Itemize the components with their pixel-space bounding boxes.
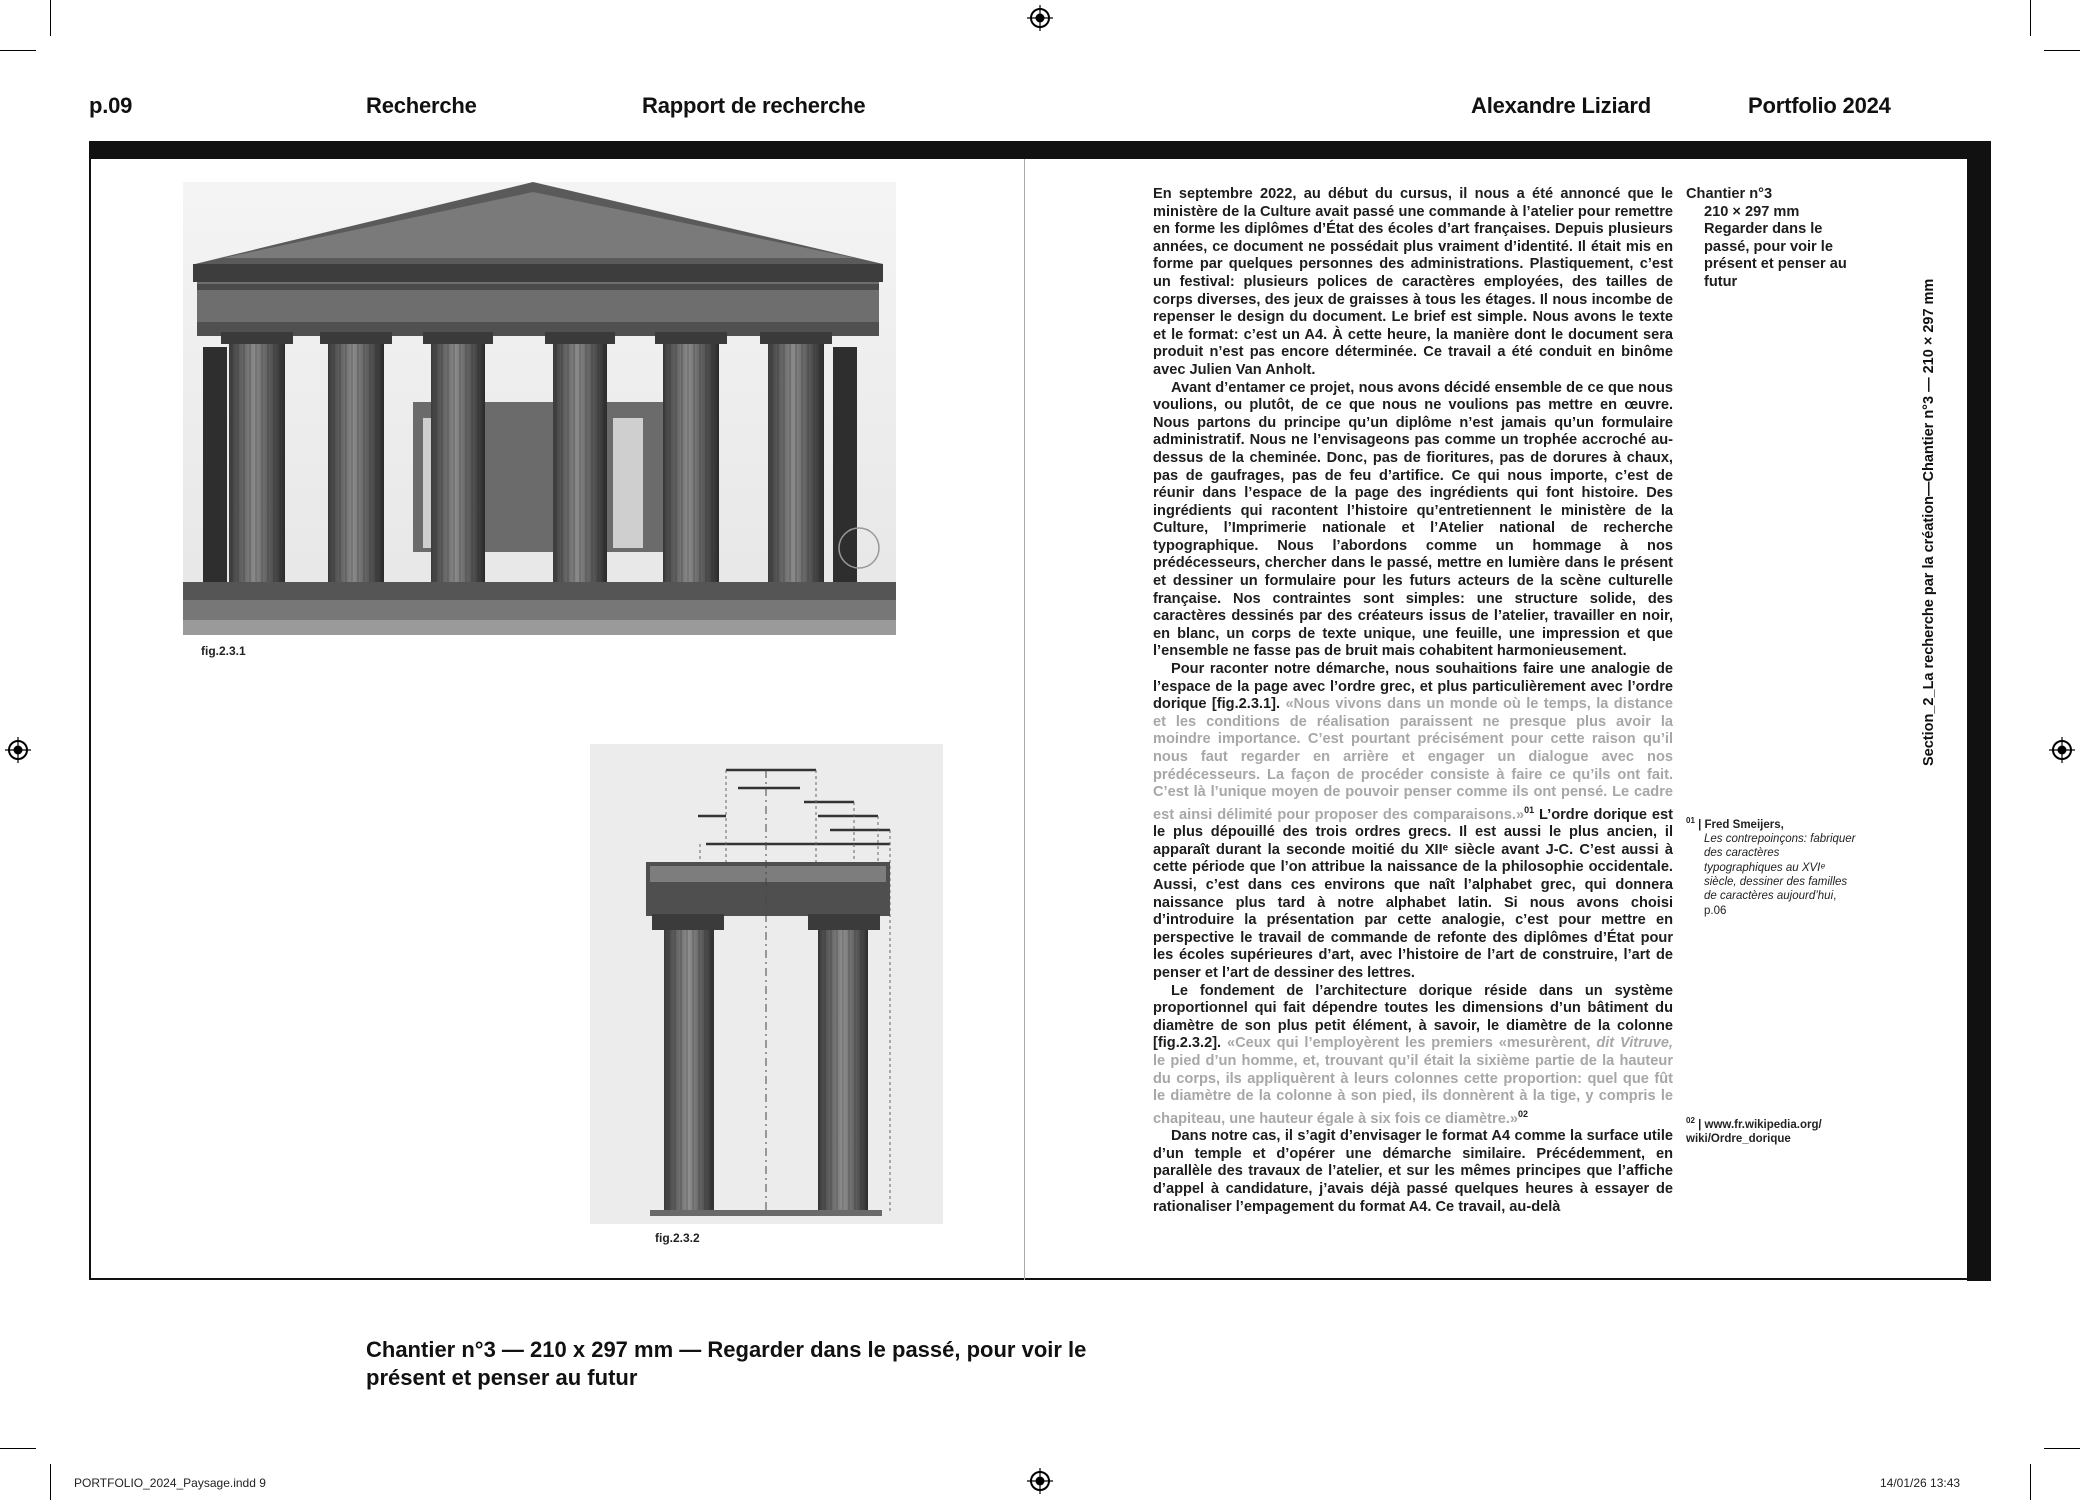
slug-date: 14/01/26 13:43 (1880, 1476, 1961, 1490)
note-reference: 02 (1517, 1108, 1528, 1119)
footnote: $^{01}$ | Fred Smeijers, Les contrepoinçons: fabriquer des caractères typographiques au XVIᵉ siècle, dessiner des familles de caractères aujourd’hui, p.06 (1686, 816, 1856, 917)
registration-mark-icon (2049, 737, 2075, 763)
footnote-title: Les contrepoinçons: fabriquer des caractères typographiques au XVIᵉ siècle, dessiner des familles de caractères aujourd’hui (1704, 833, 1856, 903)
crop-mark (2044, 1448, 2080, 1449)
crop-mark (0, 50, 36, 51)
registration-mark-icon (1027, 1468, 1053, 1494)
footnote-number: 02 (1686, 1116, 1695, 1125)
author-name: Alexandre Liziard (1471, 93, 1651, 118)
quote-smeijers: «Nous vivons dans un monde où le temps, la distance et les conditions de réalisation paraissent ne presque plus avoir la moindre importance. C’est pourtant précisément pour cette raison qu’il nous faut regarder en arrière et engager un dialogue avec nos prédécesseurs. La façon de procéder consiste à faire ce qu’ils ont fait. C’est là l’unique moyen de pouvoir penser comme ils ont pensé. Le cadre est ainsi délimité pour proposer des comparaisons.» (1153, 696, 1673, 823)
quote-italic: dit Vitruve, (1596, 1035, 1673, 1052)
doric-proportion-photo (590, 744, 943, 1224)
project-format: 210 × 297 mm (1704, 203, 1800, 220)
slug-file: PORTFOLIO_2024_Paysage.indd 9 (74, 1476, 266, 1490)
paragraph-text: Le fondement de l’architecture dorique réside dans un système proportionnel qui fait dépendre toutes les dimensions d’un bâtiment du diamètre de son plus petit élément, à savoir, le diamètre de la colonne [fig.2.3.2]. (1153, 982, 1673, 1052)
main-text-column (1153, 186, 1673, 1216)
crop-mark (2030, 0, 2031, 36)
project-subtitle: Regarder dans le passé, pour voir le présent et penser au futur (1704, 221, 1847, 290)
crop-mark (2044, 50, 2080, 51)
spread-top-bar (89, 141, 1991, 159)
doric-temple-photo (183, 182, 896, 635)
spread-caption-title: Chantier n°3 — 210 x 297 mm — Regarder dans le passé, pour voir le présent et penser au futur (366, 1337, 1087, 1390)
crop-mark (2030, 1464, 2031, 1500)
figure-caption: fig.2.3.1 (201, 644, 246, 658)
section-label: Recherche (366, 93, 477, 118)
footnote-link[interactable]: www.fr.wikipedia.org/ wiki/Ordre_dorique (1686, 1118, 1822, 1146)
doc-type-label: Rapport de recherche (642, 93, 866, 118)
footnote-author: Fred Smeijers, (1704, 818, 1784, 831)
footnote-page: , p.06 (1704, 890, 1837, 917)
project-number: Chantier n°3 (1686, 186, 1773, 202)
crop-mark (50, 1464, 51, 1500)
registration-mark-icon (1027, 5, 1053, 31)
paragraph (1153, 661, 1673, 983)
note-reference: 01 (1524, 804, 1535, 815)
paragraph-text: Pour raconter notre démarche, nous souhaitions faire une analogie de l’espace de la page avec l’ordre grec, et plus particulièrement avec l’ordre dorique [fig.2.3.1]. (1153, 661, 1673, 713)
spread-fold (1024, 159, 1025, 1280)
paragraph-text: L’ordre dorique est le plus dépouillé des trois ordres grecs. Il est aussi le plus ancien, il apparaît durant la seconde moitié du XIIᵉ siècle avant J-C. C’est aussi à cette période que l’on attribue la naissance de la philosophie occidentale. Aussi, c’est dans ces environs que naît l’alphabet grec, qui donnera naissance plus tard à notre alphabet latin. Si nous avons choisi d’introduire la présentation par cette analogie, c’est pour mettre en perspective le travail de commande de refonte des diplômes d’État pour les écoles supérieures d’art, avec l’histoire de l’art de construire, l’art de penser et l’art de dessiner des lettres. (1153, 806, 1673, 981)
paragraph (1153, 983, 1673, 1129)
quote-part: «Ceux qui l’employèrent les premiers «mesurèrent, (1226, 1035, 1591, 1052)
registration-mark-icon (5, 737, 31, 763)
spread-right-bar (1967, 141, 1991, 1281)
portfolio-title: Portfolio 2024 (1748, 93, 1891, 118)
vertical-section-label: Section_2_La recherche par la création—Chantier n°3 — 210 × 297 mm (1921, 278, 1937, 766)
footnote: $^{02}$ | www.fr.wikipedia.org/ wiki/Ordre_dorique (1686, 1116, 1822, 1146)
crop-mark (50, 0, 51, 36)
paragraph: Dans notre cas, il s’agit d’envisager le format A4 comme la surface utile d’un temple et d’opérer une démarche similaire. Précédemment, en parallèle des travaux de l’atelier, et sur les mêmes principes que l’affiche d’appel à candidature, j’avais déjà passé quelques heures à essayer de rationaliser l’empagement du format A4. Ce travail, au-delà (1153, 1128, 1673, 1215)
footnote-number: 01 (1686, 816, 1695, 825)
quote-part: le pied d’un homme, et, trouvant qu’il était la sixième partie de la hauteur du corps, ils appliquèrent à leurs colonnes cette proportion: quel que fût le diamètre de la colonne à son pied, ils donnèrent à la tige, y compris le chapiteau, une hauteur égale à six fois ce diamètre.» (1153, 1052, 1673, 1127)
paragraph: En septembre 2022, au début du cursus, il nous a été annoncé que le ministère de la Culture avait passé une commande à l’atelier pour remettre en forme les diplômes d’État des écoles d’art françaises. Depuis plusieurs années, ce document ne possédait plus vraiment d’identité. Il était mis en forme par quelques personnes des administrations. Plastiquement, c’est un festival: plusieurs polices de caractères employées, des tailles de corps diverses, des jeux de graisses à tous les étages. Il nous incombe de repenser le design du document. Le brief est simple. Nous avons le texte et le format: c’est un A4. À cette heure, la manière dont le document sera produit n’est pas encore déterminée. Ce travail a été conduit en binôme avec Julien Van Anholt. (1153, 186, 1673, 378)
figure-caption: fig.2.3.2 (655, 1231, 700, 1245)
paragraph: Avant d’entamer ce projet, nous avons décidé ensemble de ce que nous voulions, ou plutôt, de ce que nous ne voulions pas mettre en œuvre. Nous partons du principe qu’un diplôme n’est jamais qu’un formulaire administratif. Nous ne l’envisageons pas comme un trophée accroché au-dessus de la cheminée. Donc, pas de fioritures, pas de dorures à chaux, pas de gaufrages, pas de feu d’artifice. Ce qui nous importe, c’est de réunir dans l’espace de la page des ingrédients qui font histoire. Des ingrédients qui racontent l’histoire qu’entretiennent le ministère de la Culture, l’Imprimerie nationale et l’Atelier national de recherche typographique. Nous l’abordons comme un hommage à nos prédécesseurs, chercher dans le passé, mettre en lumière dans le présent et dessiner un formulaire pour les futurs acteurs de la scène culturelle française. Nos contraintes sont simples: une structure solide, des caractères dessinés par des créateurs issus de l’atelier, travailler en noir, en blanc, un corps de texte unique, une feuille, une impression et que l’ensemble ne fasse pas de bruit mais cohabitent harmonieusement. (1153, 379, 1673, 660)
page-number: p.09 (89, 93, 133, 118)
quote-vitruve (1153, 1035, 1673, 1126)
crop-mark (0, 1448, 36, 1449)
project-sidebar (1686, 186, 1856, 292)
